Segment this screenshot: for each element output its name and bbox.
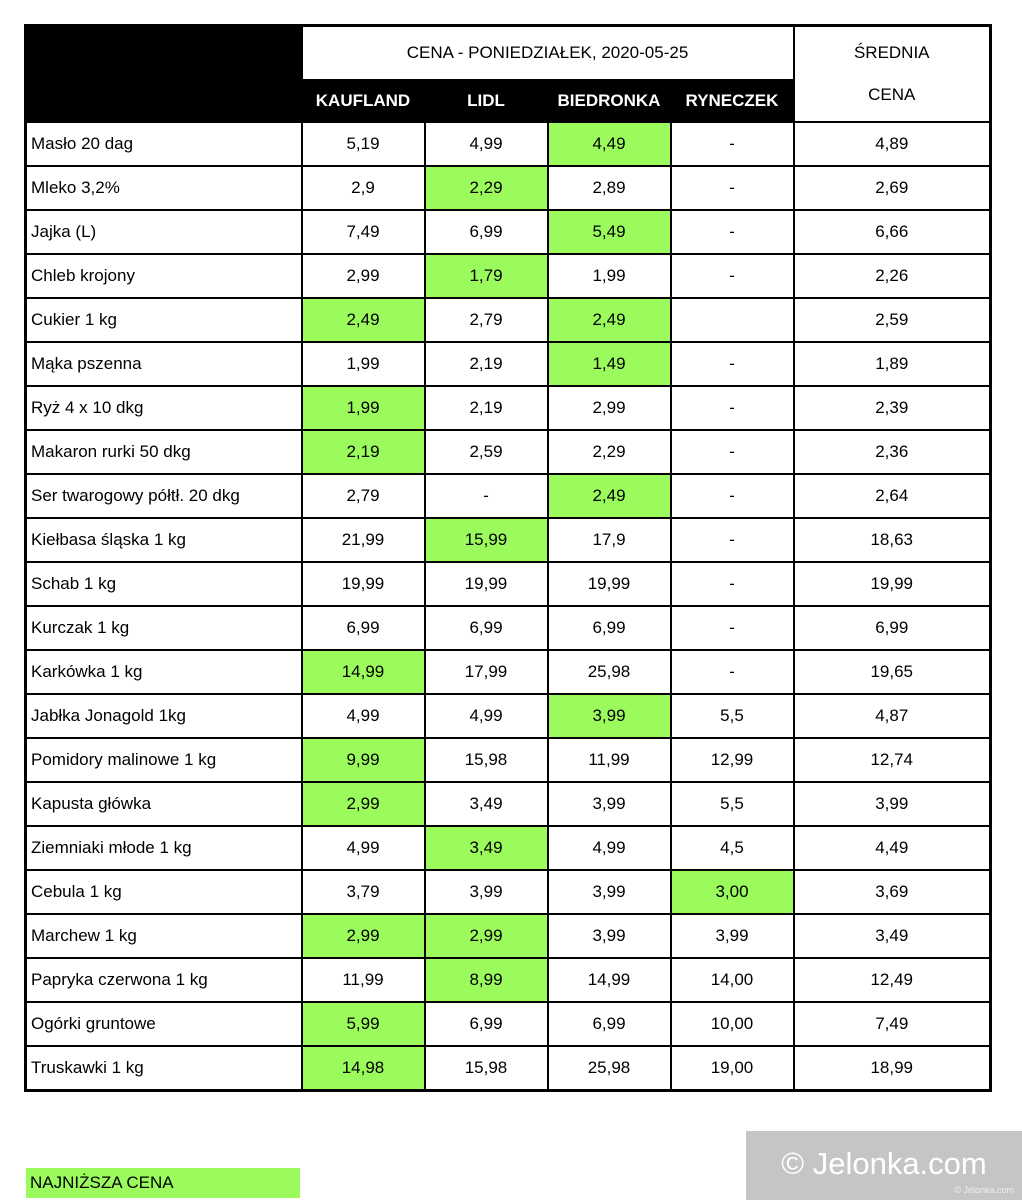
price-ryneczek: 12,99 xyxy=(671,738,794,782)
product-name: Kiełbasa śląska 1 kg xyxy=(26,518,302,562)
table-row xyxy=(26,1046,991,1091)
price-lidl: 2,79 xyxy=(425,298,548,342)
table-row xyxy=(26,606,991,650)
price-kaufland: 11,99 xyxy=(302,958,425,1002)
product-name: Ser twarogowy półtł. 20 dkg xyxy=(26,474,302,518)
price-ryneczek: - xyxy=(671,474,794,518)
price-biedronka: 5,49 xyxy=(548,210,671,254)
price-biedronka: 1,99 xyxy=(548,254,671,298)
price-lidl: - xyxy=(425,474,548,518)
table-row xyxy=(26,518,991,562)
price-ryneczek: - xyxy=(671,210,794,254)
price-kaufland: 5,99 xyxy=(302,1002,425,1046)
watermark-small-text: © Jelonka.com xyxy=(954,1185,1014,1195)
product-name: Ogórki gruntowe xyxy=(26,1002,302,1046)
product-name: Papryka czerwona 1 kg xyxy=(26,958,302,1002)
price-average: 2,59 xyxy=(794,298,991,342)
price-kaufland: 6,99 xyxy=(302,606,425,650)
price-ryneczek: - xyxy=(671,386,794,430)
price-ryneczek xyxy=(671,298,794,342)
price-average: 7,49 xyxy=(794,1002,991,1046)
price-ryneczek: - xyxy=(671,166,794,210)
price-biedronka: 3,99 xyxy=(548,694,671,738)
price-average: 12,49 xyxy=(794,958,991,1002)
price-lidl: 2,19 xyxy=(425,386,548,430)
header-average-price xyxy=(794,26,991,123)
price-kaufland: 1,99 xyxy=(302,342,425,386)
price-average: 3,49 xyxy=(794,914,991,958)
price-lidl: 2,19 xyxy=(425,342,548,386)
price-ryneczek: 10,00 xyxy=(671,1002,794,1046)
price-biedronka: 4,49 xyxy=(548,122,671,166)
price-ryneczek: 3,99 xyxy=(671,914,794,958)
product-name: Kapusta główka xyxy=(26,782,302,826)
header-average-line1: ŚREDNIA xyxy=(853,43,930,62)
legend-lowest-price: NAJNIŻSZA CENA xyxy=(26,1168,300,1198)
price-lidl: 3,49 xyxy=(425,826,548,870)
price-biedronka: 6,99 xyxy=(548,606,671,650)
price-biedronka: 2,49 xyxy=(548,474,671,518)
table-row xyxy=(26,210,991,254)
price-average: 19,99 xyxy=(794,562,991,606)
price-ryneczek: - xyxy=(671,254,794,298)
price-lidl: 8,99 xyxy=(425,958,548,1002)
table-row xyxy=(26,694,991,738)
table-row xyxy=(26,430,991,474)
price-biedronka: 3,99 xyxy=(548,870,671,914)
price-lidl: 15,98 xyxy=(425,738,548,782)
table-row xyxy=(26,342,991,386)
price-lidl: 4,99 xyxy=(425,694,548,738)
price-average: 4,87 xyxy=(794,694,991,738)
table-row xyxy=(26,474,991,518)
price-lidl: 1,79 xyxy=(425,254,548,298)
price-biedronka: 6,99 xyxy=(548,1002,671,1046)
price-kaufland: 2,49 xyxy=(302,298,425,342)
price-average: 2,69 xyxy=(794,166,991,210)
product-name: Pomidory malinowe 1 kg xyxy=(26,738,302,782)
price-average: 3,69 xyxy=(794,870,991,914)
price-kaufland: 3,79 xyxy=(302,870,425,914)
price-average: 1,89 xyxy=(794,342,991,386)
product-name: Ziemniaki młode 1 kg xyxy=(26,826,302,870)
store-header-ryneczek: RYNECZEK xyxy=(671,80,794,122)
price-average: 2,36 xyxy=(794,430,991,474)
header-row-title xyxy=(26,26,991,81)
table-row xyxy=(26,826,991,870)
price-ryneczek: - xyxy=(671,430,794,474)
price-kaufland: 1,99 xyxy=(302,386,425,430)
price-lidl: 15,98 xyxy=(425,1046,548,1091)
price-kaufland: 2,99 xyxy=(302,782,425,826)
price-average: 2,39 xyxy=(794,386,991,430)
table-row xyxy=(26,782,991,826)
product-name: Masło 20 dag xyxy=(26,122,302,166)
product-name: Cebula 1 kg xyxy=(26,870,302,914)
product-name: Marchew 1 kg xyxy=(26,914,302,958)
store-header-lidl: LIDL xyxy=(425,80,548,122)
price-kaufland: 7,49 xyxy=(302,210,425,254)
price-kaufland: 9,99 xyxy=(302,738,425,782)
price-average: 2,64 xyxy=(794,474,991,518)
price-biedronka: 2,49 xyxy=(548,298,671,342)
product-name: Truskawki 1 kg xyxy=(26,1046,302,1091)
table-row xyxy=(26,738,991,782)
table-row xyxy=(26,650,991,694)
price-lidl: 2,99 xyxy=(425,914,548,958)
price-ryneczek: 5,5 xyxy=(671,782,794,826)
header-corner xyxy=(26,26,302,123)
price-kaufland: 2,19 xyxy=(302,430,425,474)
price-kaufland: 2,9 xyxy=(302,166,425,210)
price-average: 4,49 xyxy=(794,826,991,870)
product-name: Kurczak 1 kg xyxy=(26,606,302,650)
price-lidl: 6,99 xyxy=(425,606,548,650)
price-ryneczek: 4,5 xyxy=(671,826,794,870)
product-name: Ryż 4 x 10 dkg xyxy=(26,386,302,430)
table-row xyxy=(26,122,991,166)
store-header-kaufland: KAUFLAND xyxy=(302,80,425,122)
price-average: 3,99 xyxy=(794,782,991,826)
product-name: Schab 1 kg xyxy=(26,562,302,606)
product-name: Chleb krojony xyxy=(26,254,302,298)
price-biedronka: 11,99 xyxy=(548,738,671,782)
price-biedronka: 1,49 xyxy=(548,342,671,386)
price-ryneczek: - xyxy=(671,122,794,166)
price-lidl: 15,99 xyxy=(425,518,548,562)
price-average: 6,66 xyxy=(794,210,991,254)
price-kaufland: 5,19 xyxy=(302,122,425,166)
price-lidl: 6,99 xyxy=(425,1002,548,1046)
table-row xyxy=(26,254,991,298)
watermark-logo: © Jelonka.com xyxy=(746,1131,1022,1200)
price-lidl: 6,99 xyxy=(425,210,548,254)
price-kaufland: 21,99 xyxy=(302,518,425,562)
price-biedronka: 25,98 xyxy=(548,1046,671,1091)
price-biedronka: 2,89 xyxy=(548,166,671,210)
price-biedronka: 19,99 xyxy=(548,562,671,606)
price-kaufland: 14,98 xyxy=(302,1046,425,1091)
price-ryneczek: - xyxy=(671,518,794,562)
price-average: 18,99 xyxy=(794,1046,991,1091)
price-ryneczek: 3,00 xyxy=(671,870,794,914)
price-biedronka: 4,99 xyxy=(548,826,671,870)
price-kaufland: 19,99 xyxy=(302,562,425,606)
price-biedronka: 25,98 xyxy=(548,650,671,694)
price-average: 19,65 xyxy=(794,650,991,694)
price-average: 6,99 xyxy=(794,606,991,650)
product-name: Karkówka 1 kg xyxy=(26,650,302,694)
price-kaufland: 2,99 xyxy=(302,254,425,298)
price-lidl: 17,99 xyxy=(425,650,548,694)
table-row xyxy=(26,870,991,914)
price-lidl: 19,99 xyxy=(425,562,548,606)
price-kaufland: 2,99 xyxy=(302,914,425,958)
price-lidl: 4,99 xyxy=(425,122,548,166)
table-row xyxy=(26,1002,991,1046)
header-date-title: CENA - PONIEDZIAŁEK, 2020-05-25 xyxy=(302,26,794,81)
product-name: Cukier 1 kg xyxy=(26,298,302,342)
price-comparison-table xyxy=(24,24,992,1092)
header-average-line2: CENA xyxy=(868,85,916,104)
price-ryneczek: 5,5 xyxy=(671,694,794,738)
table-row xyxy=(26,298,991,342)
product-name: Mleko 3,2% xyxy=(26,166,302,210)
table-row xyxy=(26,386,991,430)
price-lidl: 3,49 xyxy=(425,782,548,826)
table-row xyxy=(26,166,991,210)
price-average: 2,26 xyxy=(794,254,991,298)
price-biedronka: 2,99 xyxy=(548,386,671,430)
price-average: 18,63 xyxy=(794,518,991,562)
price-lidl: 3,99 xyxy=(425,870,548,914)
table-row xyxy=(26,914,991,958)
price-average: 12,74 xyxy=(794,738,991,782)
store-header-biedronka: BIEDRONKA xyxy=(548,80,671,122)
table-row xyxy=(26,958,991,1002)
price-kaufland: 4,99 xyxy=(302,694,425,738)
price-ryneczek: 19,00 xyxy=(671,1046,794,1091)
product-name: Mąka pszenna xyxy=(26,342,302,386)
price-kaufland: 14,99 xyxy=(302,650,425,694)
table-row xyxy=(26,562,991,606)
price-average: 4,89 xyxy=(794,122,991,166)
price-ryneczek: - xyxy=(671,650,794,694)
price-biedronka: 3,99 xyxy=(548,782,671,826)
product-name: Jabłka Jonagold 1kg xyxy=(26,694,302,738)
product-name: Jajka (L) xyxy=(26,210,302,254)
product-name: Makaron rurki 50 dkg xyxy=(26,430,302,474)
price-ryneczek: - xyxy=(671,562,794,606)
price-kaufland: 4,99 xyxy=(302,826,425,870)
price-biedronka: 17,9 xyxy=(548,518,671,562)
price-lidl: 2,29 xyxy=(425,166,548,210)
price-biedronka: 3,99 xyxy=(548,914,671,958)
price-biedronka: 14,99 xyxy=(548,958,671,1002)
price-biedronka: 2,29 xyxy=(548,430,671,474)
price-ryneczek: 14,00 xyxy=(671,958,794,1002)
price-ryneczek: - xyxy=(671,606,794,650)
price-kaufland: 2,79 xyxy=(302,474,425,518)
price-ryneczek: - xyxy=(671,342,794,386)
price-lidl: 2,59 xyxy=(425,430,548,474)
